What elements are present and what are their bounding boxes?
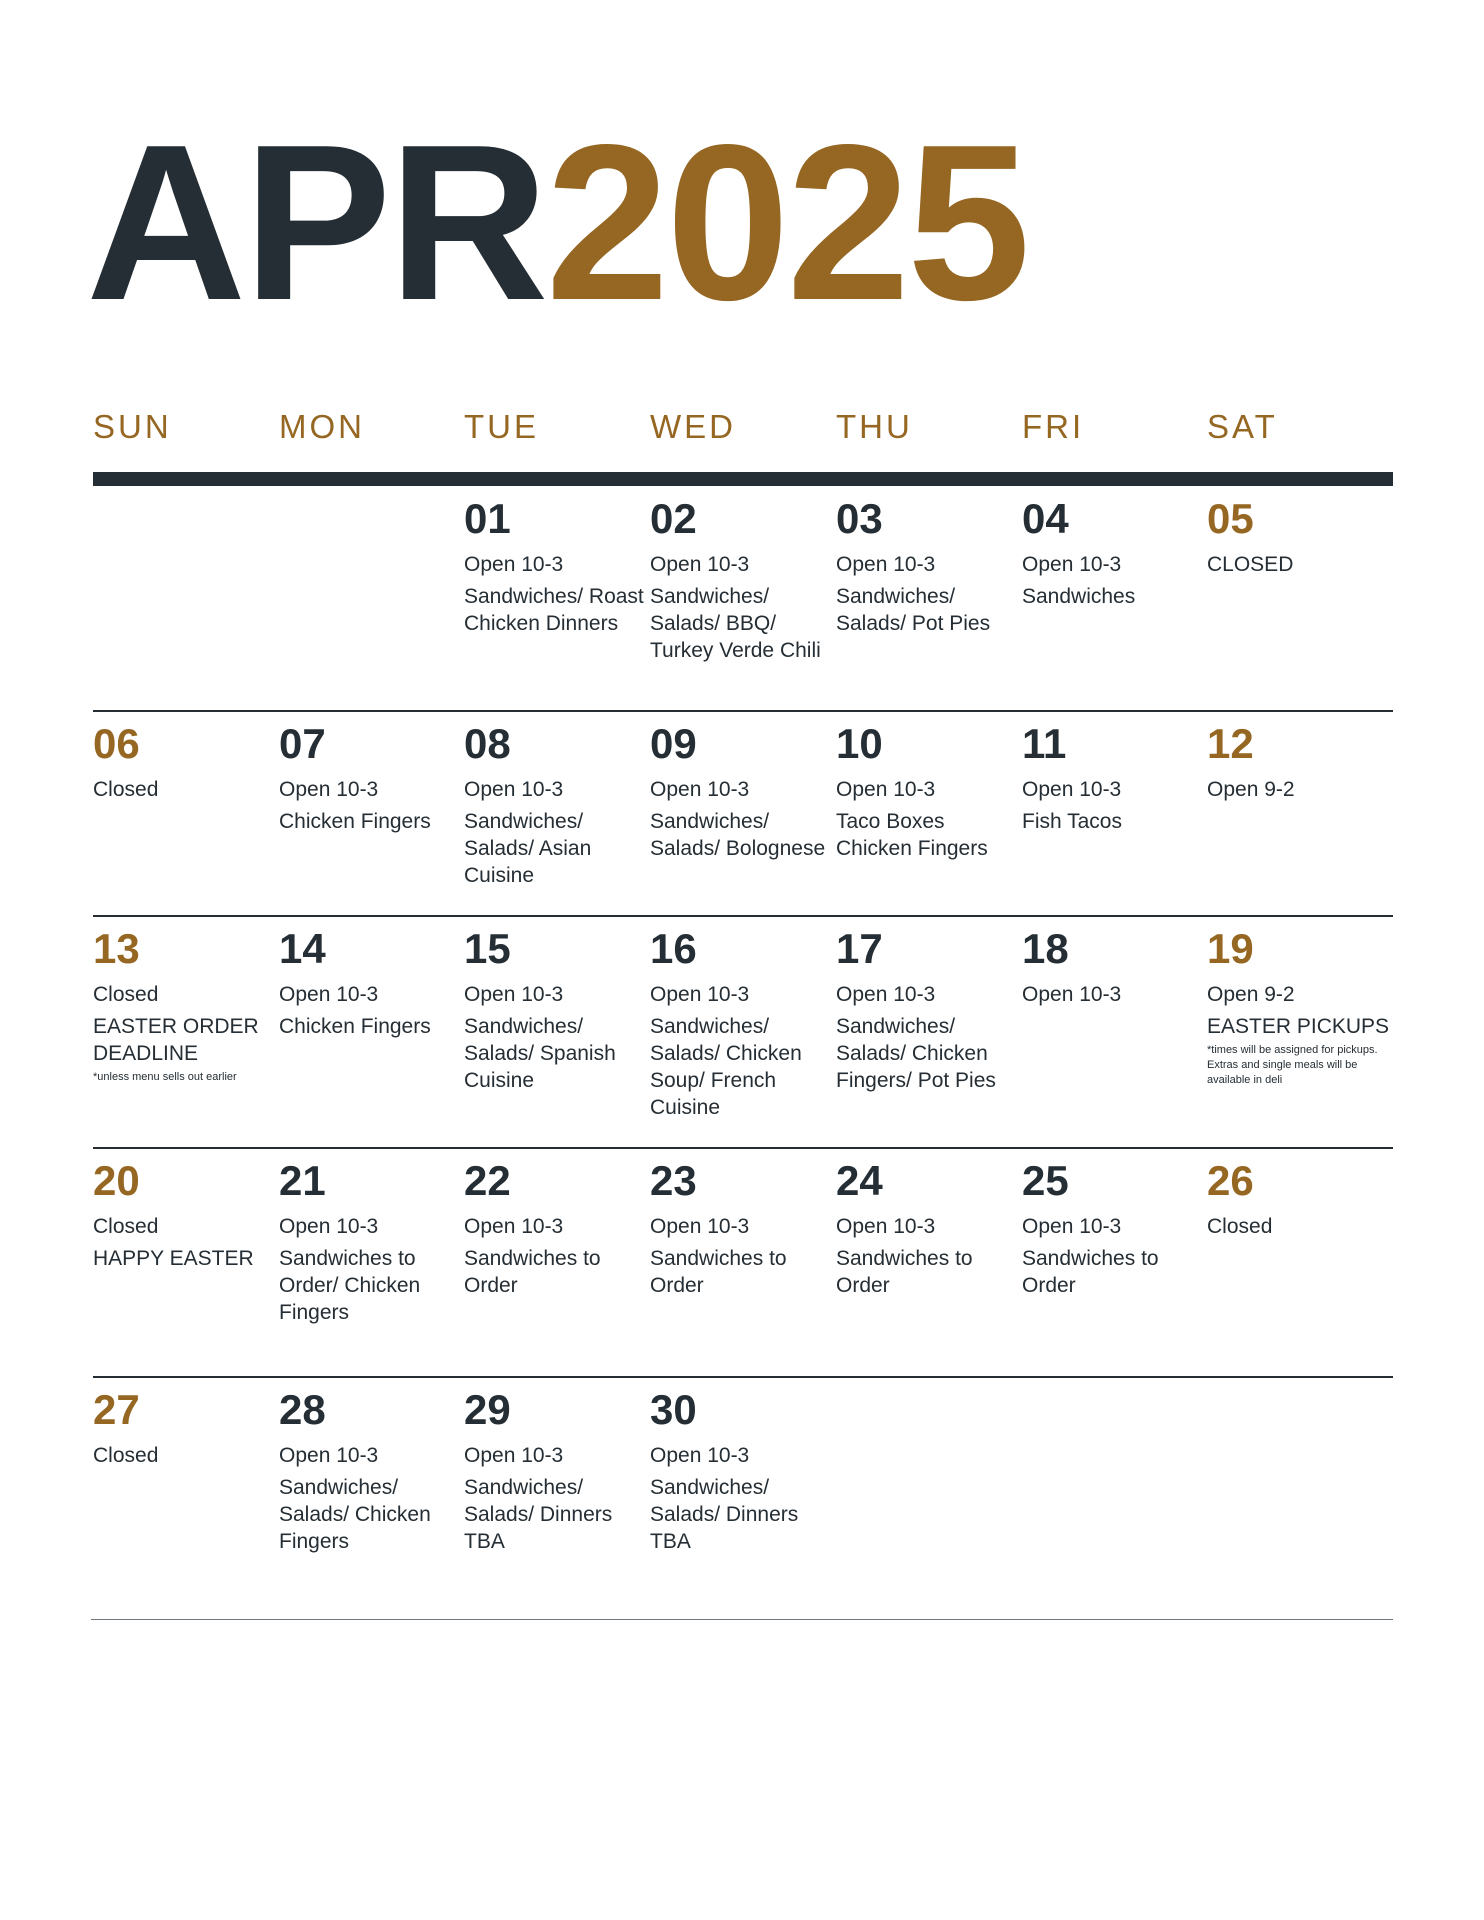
day-menu: Sandwiches/ Salads/ Dinners TBA xyxy=(464,1476,613,1553)
week-divider xyxy=(93,1147,1393,1149)
day-hours: Open 10-3 xyxy=(279,1215,379,1238)
weekday-mon: MON xyxy=(279,408,365,445)
day-menu: Sandwiches/ Salads/ Dinners TBA xyxy=(650,1476,799,1553)
bottom-divider xyxy=(91,1619,1393,1620)
week-divider xyxy=(93,915,1393,917)
day-number: 15 xyxy=(464,925,511,972)
day-number: 02 xyxy=(650,495,697,542)
day-number: 25 xyxy=(1022,1157,1069,1204)
day-cell-15 xyxy=(464,925,648,1094)
weekday-thu: THU xyxy=(836,408,913,445)
day-hours: Open 10-3 xyxy=(464,1215,564,1238)
day-number: 26 xyxy=(1207,1157,1254,1204)
weekday-tue: TUE xyxy=(464,408,539,445)
day-hours: Closed xyxy=(93,1444,159,1467)
week-divider xyxy=(93,710,1393,712)
day-number: 13 xyxy=(93,925,140,972)
day-menu: Sandwiches/ Roast Chicken Dinners xyxy=(464,585,644,635)
day-hours: Open 10-3 xyxy=(836,983,936,1006)
year-number: 2025 xyxy=(545,99,1028,347)
weekday-header-row xyxy=(93,408,1393,448)
day-cell-14 xyxy=(279,925,463,1040)
day-cell-29 xyxy=(464,1386,648,1555)
day-menu: Taco Boxes Chicken Fingers xyxy=(836,810,988,860)
day-hours: Closed xyxy=(1207,1215,1273,1238)
day-number: 03 xyxy=(836,495,883,542)
day-cell-22 xyxy=(464,1157,648,1299)
day-cell-08 xyxy=(464,720,648,889)
day-menu: Sandwiches to Order xyxy=(836,1247,973,1297)
day-number: 01 xyxy=(464,495,511,542)
day-number: 24 xyxy=(836,1157,883,1204)
day-footnote: *times will be assigned for pickups. Extras and single meals will be available in deli xyxy=(1207,1044,1378,1086)
day-menu: Sandwiches to Order xyxy=(464,1247,601,1297)
weekday-fri: FRI xyxy=(1022,408,1085,445)
day-hours: Open 10-3 xyxy=(836,1215,936,1238)
day-hours: Open 10-3 xyxy=(1022,983,1122,1006)
day-cell-23 xyxy=(650,1157,834,1299)
day-hours: Open 9-2 xyxy=(1207,778,1295,801)
weekday-wed: WED xyxy=(650,408,736,445)
day-number: 22 xyxy=(464,1157,511,1204)
day-number: 09 xyxy=(650,720,697,767)
day-hours: Open 10-3 xyxy=(279,983,379,1006)
day-hours: Open 10-3 xyxy=(1022,778,1122,801)
day-hours: CLOSED xyxy=(1207,553,1294,576)
day-cell-21 xyxy=(279,1157,463,1326)
day-cell-26 xyxy=(1207,1157,1391,1240)
day-cell-05 xyxy=(1207,495,1391,578)
weekday-sat: SAT xyxy=(1207,408,1278,445)
day-number: 19 xyxy=(1207,925,1254,972)
day-cell-25 xyxy=(1022,1157,1206,1299)
day-hours: Open 10-3 xyxy=(836,553,936,576)
day-menu: Fish Tacos xyxy=(1022,810,1122,833)
day-number: 27 xyxy=(93,1386,140,1433)
day-hours: Open 10-3 xyxy=(836,778,936,801)
day-number: 17 xyxy=(836,925,883,972)
day-cell-03 xyxy=(836,495,1020,637)
day-number: 06 xyxy=(93,720,140,767)
day-cell-11 xyxy=(1022,720,1206,835)
day-menu: Sandwiches/ Salads/ Spanish Cuisine xyxy=(464,1015,616,1092)
day-cell-01 xyxy=(464,495,648,637)
day-hours: Closed xyxy=(93,1215,159,1238)
day-number: 05 xyxy=(1207,495,1254,542)
week-divider xyxy=(93,1376,1393,1378)
day-menu: Sandwiches/ Salads/ BBQ/ Turkey Verde Chili xyxy=(650,585,821,662)
day-hours: Open 10-3 xyxy=(464,1444,564,1467)
header-divider xyxy=(93,472,1393,486)
day-number: 16 xyxy=(650,925,697,972)
day-cell-12 xyxy=(1207,720,1391,803)
day-number: 28 xyxy=(279,1386,326,1433)
day-cell-18 xyxy=(1022,925,1206,1008)
day-menu: EASTER PICKUPS xyxy=(1207,1015,1390,1038)
day-hours: Open 10-3 xyxy=(464,983,564,1006)
day-menu: Sandwiches/ Salads/ Asian Cuisine xyxy=(464,810,592,887)
day-number: 21 xyxy=(279,1157,326,1204)
day-hours: Open 10-3 xyxy=(279,778,379,801)
day-hours: Closed xyxy=(93,983,159,1006)
day-cell-28 xyxy=(279,1386,463,1555)
day-number: 08 xyxy=(464,720,511,767)
month-name: APR xyxy=(86,99,546,347)
day-cell-06 xyxy=(93,720,277,803)
day-number: 10 xyxy=(836,720,883,767)
day-number: 18 xyxy=(1022,925,1069,972)
day-menu: Sandwiches/ Salads/ Bolognese xyxy=(650,810,826,860)
day-cell-27 xyxy=(93,1386,277,1469)
calendar-heading xyxy=(86,99,1028,347)
day-footnote: *unless menu sells out earlier xyxy=(93,1071,237,1083)
day-hours: Open 10-3 xyxy=(650,1215,750,1238)
day-hours: Open 10-3 xyxy=(650,778,750,801)
day-cell-04 xyxy=(1022,495,1206,610)
day-menu: Sandwiches xyxy=(1022,585,1136,608)
day-cell-07 xyxy=(279,720,463,835)
day-cell-20 xyxy=(93,1157,277,1272)
day-cell-10 xyxy=(836,720,1020,862)
day-hours: Open 10-3 xyxy=(279,1444,379,1467)
day-hours: Open 10-3 xyxy=(650,553,750,576)
day-cell-24 xyxy=(836,1157,1020,1299)
day-number: 20 xyxy=(93,1157,140,1204)
day-number: 07 xyxy=(279,720,326,767)
day-menu: Sandwiches to Order xyxy=(1022,1247,1159,1297)
day-number: 23 xyxy=(650,1157,697,1204)
day-number: 04 xyxy=(1022,495,1069,542)
day-menu: HAPPY EASTER xyxy=(93,1247,254,1270)
day-cell-16 xyxy=(650,925,834,1121)
day-cell-13 xyxy=(93,925,277,1085)
day-menu: Sandwiches to Order xyxy=(650,1247,787,1297)
day-menu: Chicken Fingers xyxy=(279,810,431,833)
day-menu: Sandwiches/ Salads/ Pot Pies xyxy=(836,585,991,635)
day-menu: EASTER ORDER DEADLINE xyxy=(93,1015,259,1065)
day-number: 30 xyxy=(650,1386,697,1433)
day-number: 29 xyxy=(464,1386,511,1433)
day-number: 12 xyxy=(1207,720,1254,767)
day-number: 11 xyxy=(1022,720,1067,767)
day-cell-19 xyxy=(1207,925,1391,1088)
day-cell-17 xyxy=(836,925,1020,1094)
day-hours: Open 10-3 xyxy=(464,553,564,576)
day-number: 14 xyxy=(279,925,326,972)
day-hours: Closed xyxy=(93,778,159,801)
day-menu: Sandwiches to Order/ Chicken Fingers xyxy=(279,1247,421,1324)
day-hours: Open 9-2 xyxy=(1207,983,1295,1006)
day-hours: Open 10-3 xyxy=(464,778,564,801)
day-menu: Chicken Fingers xyxy=(279,1015,431,1038)
day-cell-02 xyxy=(650,495,834,664)
day-cell-09 xyxy=(650,720,834,862)
day-menu: Sandwiches/ Salads/ Chicken Fingers/ Pot Pies xyxy=(836,1015,996,1092)
day-hours: Open 10-3 xyxy=(650,1444,750,1467)
day-cell-30 xyxy=(650,1386,834,1555)
day-menu: Sandwiches/ Salads/ Chicken Fingers xyxy=(279,1476,431,1553)
day-hours: Open 10-3 xyxy=(1022,1215,1122,1238)
day-hours: Open 10-3 xyxy=(1022,553,1122,576)
weekday-sun: SUN xyxy=(93,408,172,445)
day-menu: Sandwiches/ Salads/ Chicken Soup/ French Cuisine xyxy=(650,1015,802,1119)
day-hours: Open 10-3 xyxy=(650,983,750,1006)
